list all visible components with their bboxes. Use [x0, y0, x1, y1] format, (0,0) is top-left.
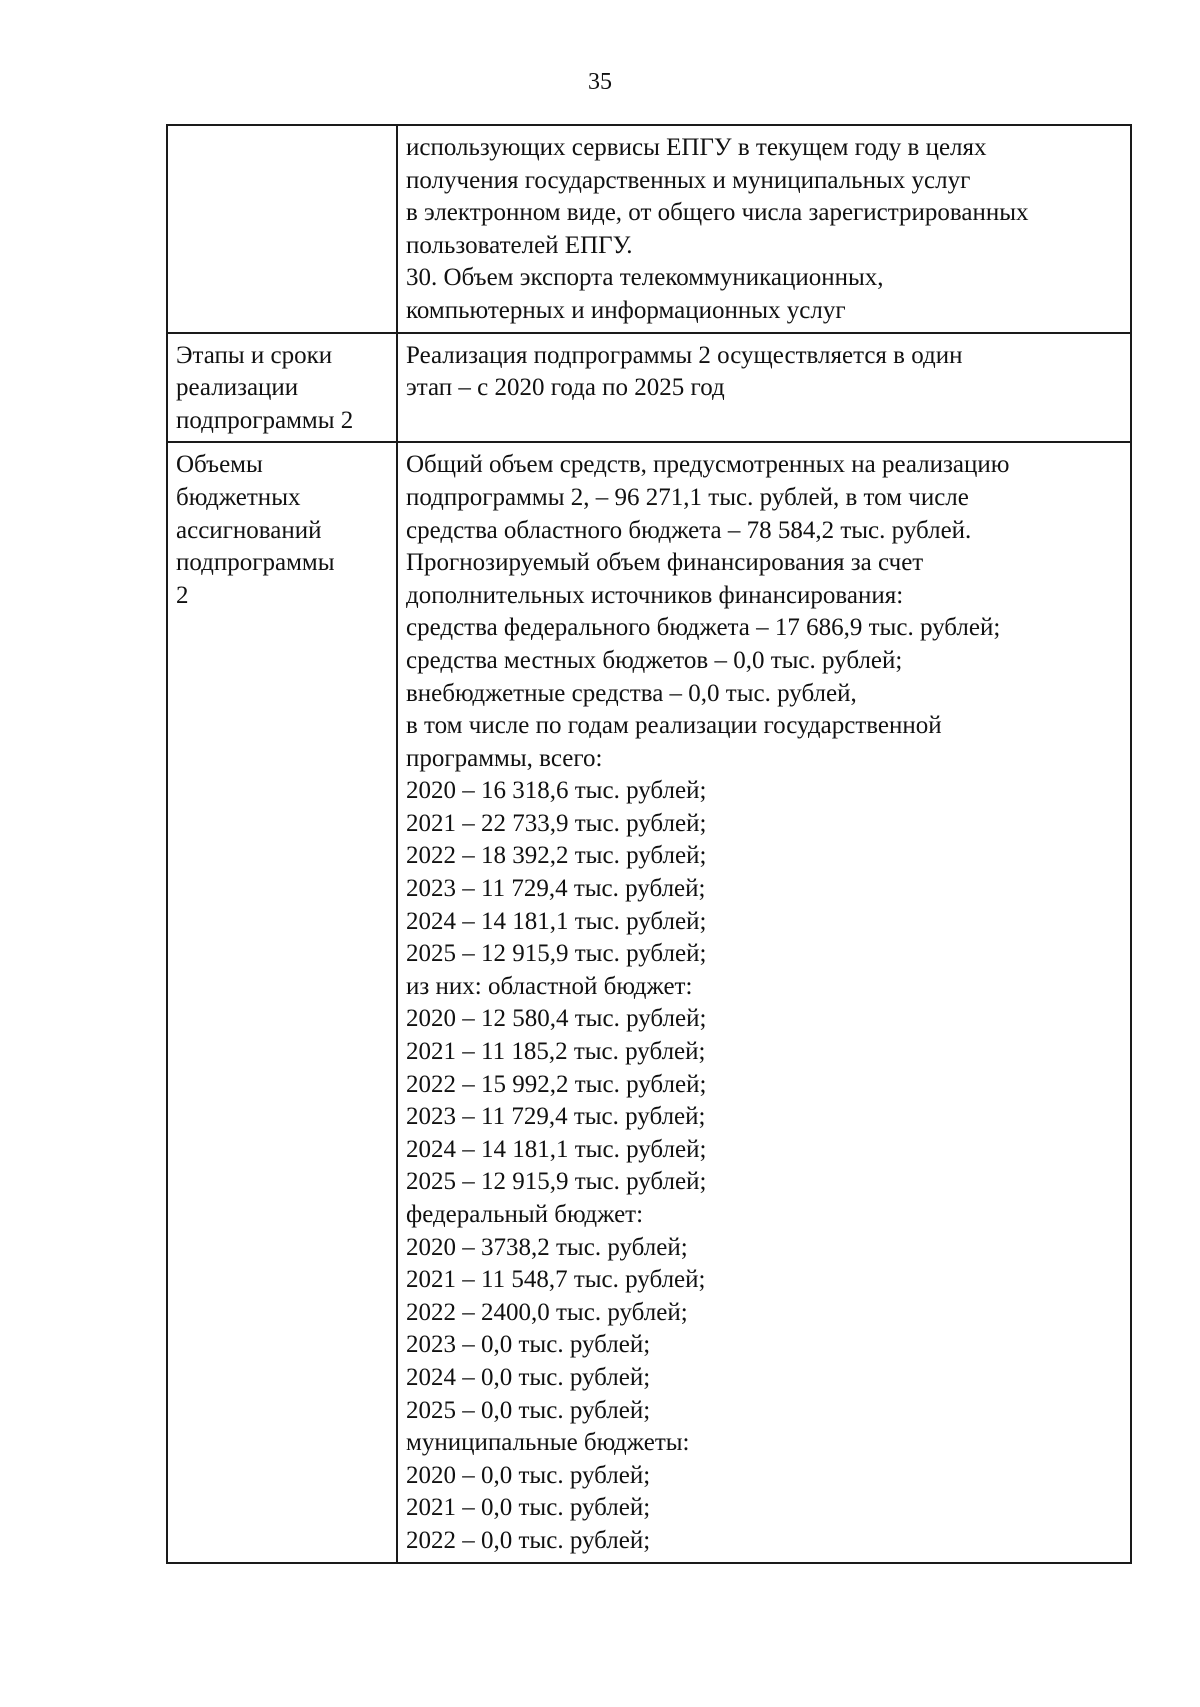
row-label-cell: [167, 333, 397, 443]
text-line: 2025 – 12 915,9 тыс. рублей;: [406, 1168, 707, 1196]
table-row: [167, 442, 1131, 1562]
label-line: бюджетных: [176, 483, 301, 511]
text-line: 2025 – 0,0 тыс. рублей;: [406, 1396, 651, 1424]
text-line: использующих сервисы ЕПГУ в текущем году в целях: [406, 134, 987, 161]
text-line: из них: областной бюджет:: [406, 972, 693, 1000]
text-line: 2023 – 11 729,4 тыс. рублей;: [406, 1103, 706, 1131]
text-line: внебюджетные средства – 0,0 тыс. рублей,: [406, 679, 857, 707]
label-line: Объемы: [176, 451, 263, 479]
text-line: средства федерального бюджета – 17 686,9 тыс. рублей;: [406, 614, 1001, 642]
text-line: 2024 – 14 181,1 тыс. рублей;: [406, 907, 707, 935]
text-line: 2023 – 0,0 тыс. рублей;: [406, 1331, 651, 1359]
text-line: 30. Объем экспорта телекоммуникационных,: [406, 264, 884, 292]
text-line: 2020 – 0,0 тыс. рублей;: [406, 1461, 651, 1489]
text-line: 2022 – 15 992,2 тыс. рублей;: [406, 1070, 707, 1098]
label-line: реализации: [176, 374, 299, 402]
row-content-cell: [397, 125, 1131, 333]
text-line: муниципальные бюджеты:: [406, 1429, 690, 1457]
text-line: 2024 – 14 181,1 тыс. рублей;: [406, 1135, 707, 1163]
row-content-cell: [397, 442, 1131, 1562]
text-line: компьютерных и информационных услуг: [406, 296, 846, 324]
text-line: 2020 – 16 318,6 тыс. рублей;: [406, 777, 707, 805]
label-line: подпрограммы: [176, 549, 335, 577]
text-line: в том числе по годам реализации государственной: [406, 712, 942, 740]
passport-table: [166, 124, 1132, 1564]
text-line: 2024 – 0,0 тыс. рублей;: [406, 1363, 651, 1391]
text-line: Прогнозируемый объем финансирования за счет: [406, 549, 924, 577]
page-number: 35: [588, 69, 612, 95]
text-line: 2021 – 0,0 тыс. рублей;: [406, 1494, 651, 1522]
label-line: подпрограммы 2: [176, 406, 354, 434]
text-line: средства областного бюджета – 78 584,2 тыс. рублей.: [406, 516, 972, 544]
text-line: Общий объем средств, предусмотренных на реализацию: [406, 451, 1010, 479]
text-line: в электронном виде, от общего числа зарегистрированных: [406, 199, 1029, 227]
row-content-cell: [397, 333, 1131, 443]
label-line: Этапы и сроки: [176, 341, 333, 369]
text-line: 2021 – 11 548,7 тыс. рублей;: [406, 1266, 706, 1294]
text-line: 2020 – 12 580,4 тыс. рублей;: [406, 1005, 707, 1033]
text-line: федеральный бюджет:: [406, 1201, 644, 1228]
label-line: ассигнований: [176, 516, 322, 544]
text-line: средства местных бюджетов – 0,0 тыс. рублей;: [406, 646, 903, 674]
text-line: Реализация подпрограммы 2 осуществляется в один: [406, 341, 963, 369]
text-line: 2023 – 11 729,4 тыс. рублей;: [406, 875, 706, 903]
table-row: [167, 333, 1131, 443]
text-line: 2021 – 11 185,2 тыс. рублей;: [406, 1038, 706, 1066]
label-line: 2: [176, 581, 189, 609]
text-line: 2022 – 0,0 тыс. рублей;: [406, 1526, 651, 1554]
text-line: пользователей ЕПГУ.: [406, 231, 633, 259]
text-line: подпрограммы 2, – 96 271,1 тыс. рублей, в том числе: [406, 483, 969, 511]
text-line: дополнительных источников финансирования:: [406, 581, 904, 609]
row-label-cell: [167, 125, 397, 333]
text-line: этап – с 2020 года по 2025 год: [406, 374, 725, 402]
text-line: получения государственных и муниципальных услуг: [406, 166, 971, 194]
text-line: 2025 – 12 915,9 тыс. рублей;: [406, 940, 707, 968]
text-line: 2022 – 2400,0 тыс. рублей;: [406, 1298, 688, 1326]
row-label-cell: [167, 442, 397, 1562]
text-line: 2022 – 18 392,2 тыс. рублей;: [406, 842, 707, 870]
text-line: программы, всего:: [406, 744, 603, 772]
text-line: 2020 – 3738,2 тыс. рублей;: [406, 1233, 688, 1261]
text-line: 2021 – 22 733,9 тыс. рублей;: [406, 809, 707, 837]
table-row: [167, 125, 1131, 333]
